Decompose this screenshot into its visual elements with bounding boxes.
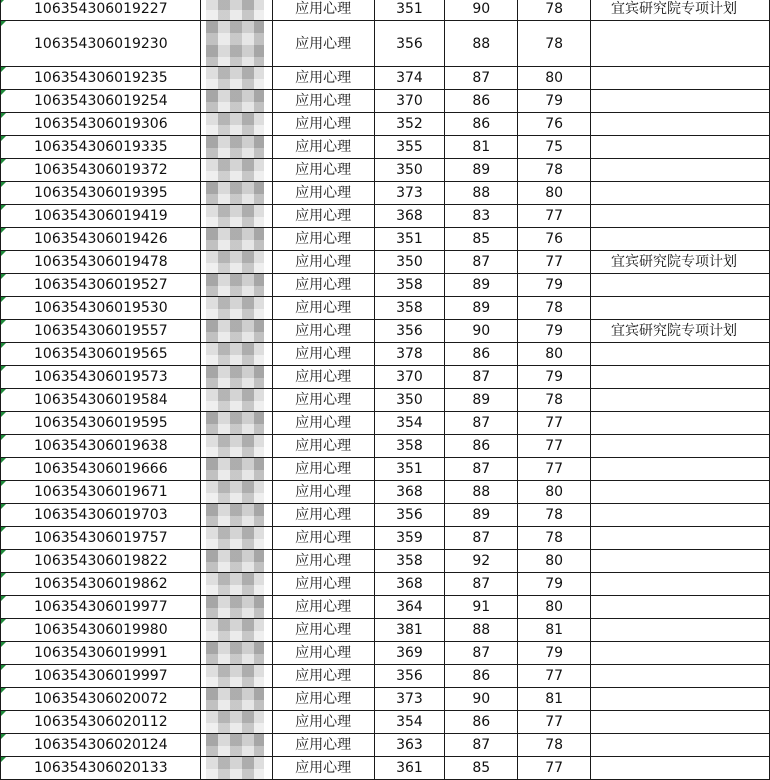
- id-cell[interactable]: 106354306020124: [1, 734, 201, 757]
- note-cell[interactable]: [591, 435, 770, 458]
- note-cell[interactable]: [591, 274, 770, 297]
- score-3-cell[interactable]: 80: [518, 67, 591, 90]
- score-3-cell[interactable]: 80: [518, 182, 591, 205]
- name-cell-redacted[interactable]: [200, 389, 272, 412]
- id-cell[interactable]: 106354306019372: [1, 159, 201, 182]
- score-2-cell[interactable]: 87: [445, 527, 518, 550]
- id-cell[interactable]: 106354306019230: [1, 21, 201, 67]
- name-cell-redacted[interactable]: [200, 113, 272, 136]
- note-cell[interactable]: [591, 412, 770, 435]
- name-cell-redacted[interactable]: [200, 734, 272, 757]
- id-cell[interactable]: 106354306019822: [1, 550, 201, 573]
- total-score-cell[interactable]: 370: [374, 90, 445, 113]
- total-score-cell[interactable]: 358: [374, 297, 445, 320]
- table-row[interactable]: [1, 159, 770, 182]
- redaction-blur: [206, 205, 264, 228]
- major-cell[interactable]: 应用心理: [272, 274, 374, 297]
- table-row[interactable]: [1, 642, 770, 665]
- note-cell[interactable]: [591, 688, 770, 711]
- major-cell[interactable]: 应用心理: [272, 182, 374, 205]
- note-cell[interactable]: [591, 205, 770, 228]
- id-cell[interactable]: 106354306019757: [1, 527, 201, 550]
- note-cell[interactable]: [591, 67, 770, 90]
- total-score-cell[interactable]: 358: [374, 274, 445, 297]
- redaction-blur: [206, 113, 264, 136]
- total-score-cell[interactable]: 356: [374, 504, 445, 527]
- name-cell-redacted[interactable]: [200, 136, 272, 159]
- table-row[interactable]: [1, 389, 770, 412]
- redaction-blur: [206, 573, 264, 596]
- table-row[interactable]: [1, 205, 770, 228]
- table-row[interactable]: [1, 274, 770, 297]
- major-cell[interactable]: 应用心理: [272, 596, 374, 619]
- table-row[interactable]: [1, 504, 770, 527]
- id-cell[interactable]: 106354306019671: [1, 481, 201, 504]
- note-cell[interactable]: [591, 21, 770, 67]
- total-score-cell[interactable]: 359: [374, 527, 445, 550]
- score-2-cell[interactable]: 89: [445, 297, 518, 320]
- table-row[interactable]: [1, 90, 770, 113]
- name-cell-redacted[interactable]: [200, 550, 272, 573]
- id-cell[interactable]: 106354306019991: [1, 642, 201, 665]
- score-2-cell[interactable]: 90: [445, 688, 518, 711]
- id-cell[interactable]: 106354306019227: [1, 0, 201, 21]
- name-cell-redacted[interactable]: [200, 366, 272, 389]
- score-2-cell[interactable]: 85: [445, 757, 518, 780]
- total-score-cell[interactable]: 373: [374, 688, 445, 711]
- redaction-blur: [206, 642, 264, 665]
- table-row[interactable]: [1, 251, 770, 274]
- table-row[interactable]: [1, 711, 770, 734]
- score-3-cell[interactable]: 78: [518, 389, 591, 412]
- major-cell[interactable]: 应用心理: [272, 67, 374, 90]
- id-cell[interactable]: 106354306019478: [1, 251, 201, 274]
- name-cell-redacted[interactable]: [200, 757, 272, 780]
- redaction-blur: [206, 504, 264, 527]
- major-cell[interactable]: 应用心理: [272, 297, 374, 320]
- score-2-cell[interactable]: 85: [445, 228, 518, 251]
- score-3-cell[interactable]: 77: [518, 458, 591, 481]
- table-row[interactable]: [1, 228, 770, 251]
- total-score-cell[interactable]: 368: [374, 573, 445, 596]
- score-3-cell[interactable]: 80: [518, 596, 591, 619]
- redaction-blur: [206, 665, 264, 688]
- score-3-cell[interactable]: 79: [518, 573, 591, 596]
- name-cell-redacted[interactable]: [200, 596, 272, 619]
- id-cell[interactable]: 106354306019565: [1, 343, 201, 366]
- name-cell-redacted[interactable]: [200, 527, 272, 550]
- redaction-blur: [206, 136, 264, 159]
- score-3-cell[interactable]: 79: [518, 274, 591, 297]
- redaction-blur: [206, 458, 264, 481]
- table-row[interactable]: [1, 320, 770, 343]
- major-cell[interactable]: 应用心理: [272, 665, 374, 688]
- total-score-cell[interactable]: 352: [374, 113, 445, 136]
- major-cell[interactable]: 应用心理: [272, 688, 374, 711]
- id-cell[interactable]: 106354306019254: [1, 90, 201, 113]
- total-score-cell[interactable]: 369: [374, 642, 445, 665]
- total-score-cell[interactable]: 364: [374, 596, 445, 619]
- major-cell[interactable]: 应用心理: [272, 642, 374, 665]
- id-cell[interactable]: 106354306019595: [1, 412, 201, 435]
- id-cell[interactable]: 106354306019335: [1, 136, 201, 159]
- total-score-cell[interactable]: 361: [374, 757, 445, 780]
- name-cell-redacted[interactable]: [200, 481, 272, 504]
- redaction-blur: [206, 688, 264, 711]
- score-2-cell[interactable]: 86: [445, 665, 518, 688]
- major-cell[interactable]: 应用心理: [272, 527, 374, 550]
- score-2-cell[interactable]: 87: [445, 573, 518, 596]
- id-cell[interactable]: 106354306019584: [1, 389, 201, 412]
- score-3-cell[interactable]: 78: [518, 527, 591, 550]
- total-score-cell[interactable]: 350: [374, 251, 445, 274]
- table-row[interactable]: [1, 0, 770, 21]
- table-row[interactable]: [1, 343, 770, 366]
- id-cell[interactable]: 106354306019638: [1, 435, 201, 458]
- score-2-cell[interactable]: 89: [445, 274, 518, 297]
- name-cell-redacted[interactable]: [200, 205, 272, 228]
- score-3-cell[interactable]: 75: [518, 136, 591, 159]
- note-cell[interactable]: [591, 665, 770, 688]
- table-row[interactable]: [1, 757, 770, 780]
- major-cell[interactable]: 应用心理: [272, 389, 374, 412]
- score-2-cell[interactable]: 83: [445, 205, 518, 228]
- redaction-blur: [206, 320, 264, 343]
- major-cell[interactable]: 应用心理: [272, 205, 374, 228]
- note-cell[interactable]: [591, 734, 770, 757]
- note-cell[interactable]: [591, 389, 770, 412]
- major-cell[interactable]: 应用心理: [272, 113, 374, 136]
- note-cell[interactable]: [591, 619, 770, 642]
- note-cell[interactable]: [591, 228, 770, 251]
- table-row[interactable]: [1, 366, 770, 389]
- name-cell-redacted[interactable]: [200, 228, 272, 251]
- score-3-cell[interactable]: 77: [518, 711, 591, 734]
- total-score-cell[interactable]: 378: [374, 343, 445, 366]
- total-score-cell[interactable]: 350: [374, 389, 445, 412]
- redaction-blur: [206, 366, 264, 389]
- name-cell-redacted[interactable]: [200, 67, 272, 90]
- note-cell[interactable]: [591, 366, 770, 389]
- note-cell[interactable]: [591, 573, 770, 596]
- id-cell[interactable]: 106354306020133: [1, 757, 201, 780]
- note-cell[interactable]: [591, 642, 770, 665]
- total-score-cell[interactable]: 370: [374, 366, 445, 389]
- name-cell-redacted[interactable]: [200, 504, 272, 527]
- total-score-cell[interactable]: 373: [374, 182, 445, 205]
- redaction-blur: [206, 67, 264, 90]
- major-cell[interactable]: 应用心理: [272, 619, 374, 642]
- id-cell[interactable]: 106354306019419: [1, 205, 201, 228]
- score-2-cell[interactable]: 86: [445, 343, 518, 366]
- id-cell[interactable]: 106354306020112: [1, 711, 201, 734]
- total-score-cell[interactable]: 351: [374, 228, 445, 251]
- major-cell[interactable]: 应用心理: [272, 458, 374, 481]
- name-cell-redacted[interactable]: [200, 21, 272, 67]
- redaction-blur: [206, 711, 264, 734]
- id-cell[interactable]: 106354306019530: [1, 297, 201, 320]
- name-cell-redacted[interactable]: [200, 320, 272, 343]
- score-2-cell[interactable]: 92: [445, 550, 518, 573]
- score-3-cell[interactable]: 79: [518, 320, 591, 343]
- redaction-blur: [206, 182, 264, 205]
- score-2-cell[interactable]: 87: [445, 366, 518, 389]
- score-3-cell[interactable]: 77: [518, 757, 591, 780]
- score-2-cell[interactable]: 87: [445, 734, 518, 757]
- table-row[interactable]: [1, 481, 770, 504]
- redaction-blur: [206, 734, 264, 757]
- score-3-cell[interactable]: 77: [518, 205, 591, 228]
- redaction-blur: [206, 21, 264, 67]
- score-3-cell[interactable]: 81: [518, 688, 591, 711]
- score-3-cell[interactable]: 78: [518, 0, 591, 21]
- id-cell[interactable]: 106354306019395: [1, 182, 201, 205]
- note-cell[interactable]: [591, 550, 770, 573]
- score-2-cell[interactable]: 88: [445, 619, 518, 642]
- total-score-cell[interactable]: 368: [374, 481, 445, 504]
- score-3-cell[interactable]: 77: [518, 251, 591, 274]
- note-cell[interactable]: [591, 113, 770, 136]
- score-2-cell[interactable]: 87: [445, 67, 518, 90]
- id-cell[interactable]: 106354306019573: [1, 366, 201, 389]
- score-3-cell[interactable]: 80: [518, 481, 591, 504]
- major-cell[interactable]: 应用心理: [272, 159, 374, 182]
- id-cell[interactable]: 106354306019306: [1, 113, 201, 136]
- major-cell[interactable]: 应用心理: [272, 481, 374, 504]
- score-3-cell[interactable]: 77: [518, 665, 591, 688]
- major-cell[interactable]: 应用心理: [272, 435, 374, 458]
- major-cell[interactable]: 应用心理: [272, 366, 374, 389]
- total-score-cell[interactable]: 374: [374, 67, 445, 90]
- name-cell-redacted[interactable]: [200, 435, 272, 458]
- score-3-cell[interactable]: 79: [518, 90, 591, 113]
- name-cell-redacted[interactable]: [200, 458, 272, 481]
- note-cell[interactable]: 宜宾研究院专项计划: [591, 0, 770, 21]
- name-cell-redacted[interactable]: [200, 412, 272, 435]
- total-score-cell[interactable]: 363: [374, 734, 445, 757]
- table-row[interactable]: [1, 21, 770, 67]
- name-cell-redacted[interactable]: [200, 642, 272, 665]
- major-cell[interactable]: 应用心理: [272, 550, 374, 573]
- score-3-cell[interactable]: 77: [518, 412, 591, 435]
- name-cell-redacted[interactable]: [200, 274, 272, 297]
- score-3-cell[interactable]: 80: [518, 550, 591, 573]
- score-3-cell[interactable]: 77: [518, 435, 591, 458]
- score-2-cell[interactable]: 87: [445, 458, 518, 481]
- score-2-cell[interactable]: 86: [445, 435, 518, 458]
- score-2-cell[interactable]: 91: [445, 596, 518, 619]
- score-3-cell[interactable]: 79: [518, 366, 591, 389]
- redaction-blur: [206, 389, 264, 412]
- name-cell-redacted[interactable]: [200, 0, 272, 21]
- redaction-blur: [206, 90, 264, 113]
- total-score-cell[interactable]: 351: [374, 458, 445, 481]
- id-cell[interactable]: 106354306019977: [1, 596, 201, 619]
- total-score-cell[interactable]: 351: [374, 0, 445, 21]
- score-2-cell[interactable]: 87: [445, 251, 518, 274]
- score-3-cell[interactable]: 78: [518, 21, 591, 67]
- score-2-cell[interactable]: 89: [445, 389, 518, 412]
- table-row[interactable]: [1, 412, 770, 435]
- table-row[interactable]: [1, 596, 770, 619]
- redaction-blur: [206, 274, 264, 297]
- name-cell-redacted[interactable]: [200, 159, 272, 182]
- major-cell[interactable]: 应用心理: [272, 504, 374, 527]
- total-score-cell[interactable]: 356: [374, 21, 445, 67]
- total-score-cell[interactable]: 381: [374, 619, 445, 642]
- score-2-cell[interactable]: 87: [445, 642, 518, 665]
- score-2-cell[interactable]: 90: [445, 0, 518, 21]
- major-cell[interactable]: 应用心理: [272, 251, 374, 274]
- major-cell[interactable]: 应用心理: [272, 734, 374, 757]
- score-3-cell[interactable]: 76: [518, 113, 591, 136]
- score-2-cell[interactable]: 87: [445, 412, 518, 435]
- table-row[interactable]: [1, 136, 770, 159]
- id-cell[interactable]: 106354306019426: [1, 228, 201, 251]
- note-cell[interactable]: 宜宾研究院专项计划: [591, 320, 770, 343]
- total-score-cell[interactable]: 358: [374, 435, 445, 458]
- major-cell[interactable]: 应用心理: [272, 343, 374, 366]
- major-cell[interactable]: 应用心理: [272, 757, 374, 780]
- note-cell[interactable]: [591, 527, 770, 550]
- id-cell[interactable]: 106354306019862: [1, 573, 201, 596]
- major-cell[interactable]: 应用心理: [272, 711, 374, 734]
- redaction-blur: [206, 343, 264, 366]
- table-row[interactable]: [1, 619, 770, 642]
- redaction-blur: [206, 619, 264, 642]
- redaction-blur: [206, 412, 264, 435]
- redaction-blur: [206, 596, 264, 619]
- note-cell[interactable]: [591, 458, 770, 481]
- major-cell[interactable]: 应用心理: [272, 228, 374, 251]
- score-2-cell[interactable]: 89: [445, 159, 518, 182]
- table-row[interactable]: [1, 435, 770, 458]
- redaction-blur: [206, 435, 264, 458]
- redaction-blur: [206, 251, 264, 274]
- score-2-cell[interactable]: 86: [445, 113, 518, 136]
- name-cell-redacted[interactable]: [200, 665, 272, 688]
- id-cell[interactable]: 106354306019235: [1, 67, 201, 90]
- redaction-blur: [206, 757, 264, 780]
- table-row[interactable]: [1, 113, 770, 136]
- score-3-cell[interactable]: 78: [518, 504, 591, 527]
- note-cell[interactable]: [591, 343, 770, 366]
- total-score-cell[interactable]: 358: [374, 550, 445, 573]
- score-2-cell[interactable]: 88: [445, 481, 518, 504]
- note-cell[interactable]: [591, 711, 770, 734]
- score-3-cell[interactable]: 80: [518, 343, 591, 366]
- note-cell[interactable]: [591, 136, 770, 159]
- note-cell[interactable]: [591, 182, 770, 205]
- total-score-cell[interactable]: 354: [374, 711, 445, 734]
- redaction-blur: [206, 550, 264, 573]
- total-score-cell[interactable]: 368: [374, 205, 445, 228]
- table-body: [1, 0, 770, 780]
- id-cell[interactable]: 106354306019997: [1, 665, 201, 688]
- name-cell-redacted[interactable]: [200, 251, 272, 274]
- table-row[interactable]: [1, 665, 770, 688]
- name-cell-redacted[interactable]: [200, 711, 272, 734]
- name-cell-redacted[interactable]: [200, 688, 272, 711]
- table-row[interactable]: [1, 688, 770, 711]
- name-cell-redacted[interactable]: [200, 619, 272, 642]
- note-cell[interactable]: [591, 481, 770, 504]
- total-score-cell[interactable]: 356: [374, 320, 445, 343]
- score-3-cell[interactable]: 79: [518, 642, 591, 665]
- note-cell[interactable]: [591, 297, 770, 320]
- score-2-cell[interactable]: 86: [445, 711, 518, 734]
- name-cell-redacted[interactable]: [200, 573, 272, 596]
- score-2-cell[interactable]: 88: [445, 182, 518, 205]
- score-3-cell[interactable]: 78: [518, 159, 591, 182]
- total-score-cell[interactable]: 355: [374, 136, 445, 159]
- redaction-blur: [206, 0, 264, 21]
- score-2-cell[interactable]: 88: [445, 21, 518, 67]
- table-row[interactable]: [1, 297, 770, 320]
- major-cell[interactable]: 应用心理: [272, 90, 374, 113]
- total-score-cell[interactable]: 350: [374, 159, 445, 182]
- redaction-blur: [206, 228, 264, 251]
- table-row[interactable]: [1, 573, 770, 596]
- score-2-cell[interactable]: 90: [445, 320, 518, 343]
- redaction-blur: [206, 297, 264, 320]
- id-cell[interactable]: 106354306020072: [1, 688, 201, 711]
- score-2-cell[interactable]: 81: [445, 136, 518, 159]
- id-cell[interactable]: 106354306019666: [1, 458, 201, 481]
- redaction-blur: [206, 481, 264, 504]
- redaction-blur: [206, 159, 264, 182]
- note-cell[interactable]: [591, 90, 770, 113]
- id-cell[interactable]: 106354306019980: [1, 619, 201, 642]
- score-2-cell[interactable]: 89: [445, 504, 518, 527]
- table-row[interactable]: [1, 550, 770, 573]
- table-row[interactable]: [1, 527, 770, 550]
- major-cell[interactable]: 应用心理: [272, 573, 374, 596]
- name-cell-redacted[interactable]: [200, 182, 272, 205]
- note-cell[interactable]: [591, 504, 770, 527]
- score-3-cell[interactable]: 76: [518, 228, 591, 251]
- note-cell[interactable]: [591, 596, 770, 619]
- major-cell[interactable]: 应用心理: [272, 320, 374, 343]
- major-cell[interactable]: 应用心理: [272, 0, 374, 21]
- table-row[interactable]: [1, 734, 770, 757]
- id-cell[interactable]: 106354306019527: [1, 274, 201, 297]
- redaction-blur: [206, 527, 264, 550]
- major-cell[interactable]: 应用心理: [272, 136, 374, 159]
- table-row[interactable]: [1, 458, 770, 481]
- score-3-cell[interactable]: 78: [518, 734, 591, 757]
- note-cell[interactable]: [591, 159, 770, 182]
- score-3-cell[interactable]: 81: [518, 619, 591, 642]
- major-cell[interactable]: 应用心理: [272, 21, 374, 67]
- note-cell[interactable]: 宜宾研究院专项计划: [591, 251, 770, 274]
- id-cell[interactable]: 106354306019703: [1, 504, 201, 527]
- total-score-cell[interactable]: 354: [374, 412, 445, 435]
- name-cell-redacted[interactable]: [200, 297, 272, 320]
- score-2-cell[interactable]: 86: [445, 90, 518, 113]
- table-row[interactable]: [1, 67, 770, 90]
- score-3-cell[interactable]: 78: [518, 297, 591, 320]
- note-cell[interactable]: [591, 757, 770, 780]
- major-cell[interactable]: 应用心理: [272, 412, 374, 435]
- total-score-cell[interactable]: 356: [374, 665, 445, 688]
- name-cell-redacted[interactable]: [200, 90, 272, 113]
- name-cell-redacted[interactable]: [200, 343, 272, 366]
- id-cell[interactable]: 106354306019557: [1, 320, 201, 343]
- table-row[interactable]: [1, 182, 770, 205]
